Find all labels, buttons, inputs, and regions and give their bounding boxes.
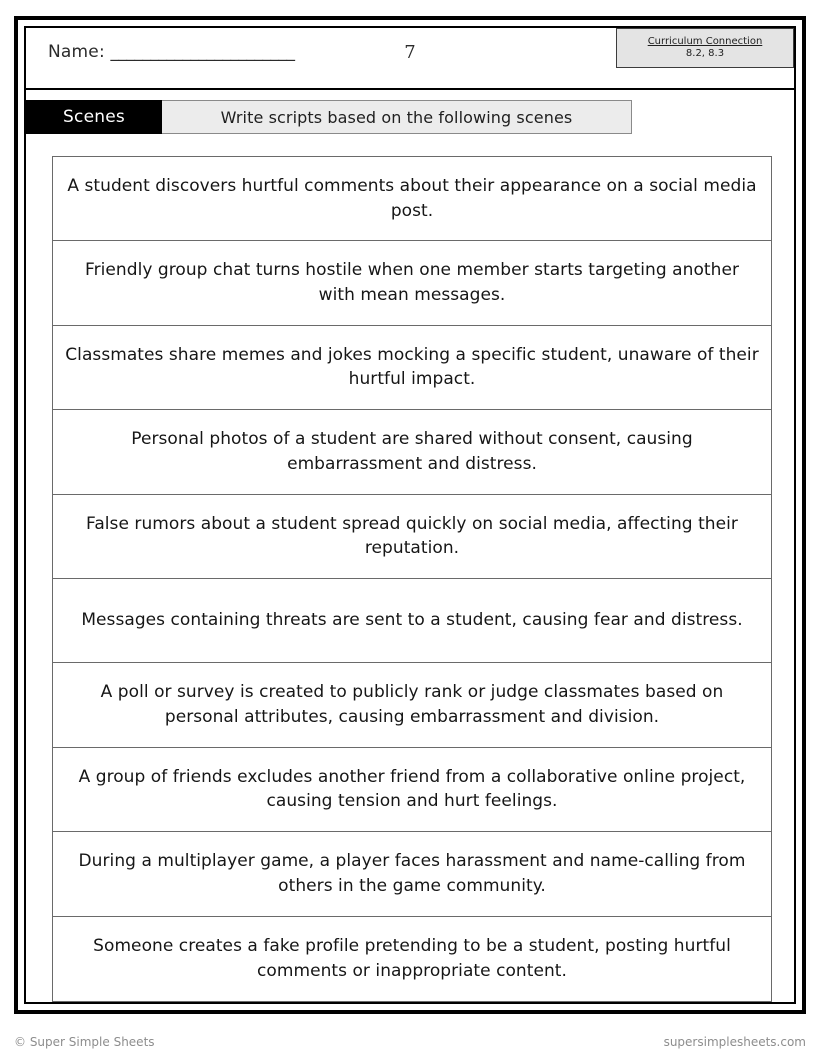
name-blank-underline: _______________________ bbox=[110, 42, 295, 62]
scene-row[interactable] bbox=[53, 579, 771, 663]
scene-text: Friendly group chat turns hostile when one member starts targeting another with mean messages. bbox=[84, 260, 739, 306]
scene-row[interactable] bbox=[53, 410, 771, 494]
scene-text: False rumors about a student spread quickly on social media, affecting their reputation. bbox=[86, 513, 738, 559]
page-footer bbox=[14, 1032, 806, 1052]
scene-row[interactable] bbox=[53, 241, 771, 325]
scene-text: A group of friends excludes another friend from a collaborative online project, causing tension and hurt feelings. bbox=[78, 766, 746, 812]
section-tab-scenes: Scenes bbox=[26, 100, 162, 134]
scene-text: A poll or survey is created to publicly rank or judge classmates based on personal attributes, causing embarrassment and division. bbox=[100, 682, 724, 728]
scene-row[interactable] bbox=[53, 748, 771, 832]
footer-website: supersimplesheets.com bbox=[663, 1035, 806, 1049]
section-instruction: Write scripts based on the following scenes bbox=[162, 100, 632, 134]
scene-text: Personal photos of a student are shared without consent, causing embarrassment and distress. bbox=[131, 429, 693, 474]
scene-row[interactable] bbox=[53, 326, 771, 410]
scene-text: During a multiplayer game, a player faces harassment and name-calling from others in the game community. bbox=[78, 851, 746, 896]
scene-row[interactable] bbox=[53, 157, 771, 241]
scenes-table bbox=[52, 156, 772, 1002]
scene-row[interactable] bbox=[53, 832, 771, 916]
worksheet-page-inner-border bbox=[24, 26, 796, 1004]
curriculum-connection-box bbox=[616, 28, 794, 68]
footer-copyright: © Super Simple Sheets bbox=[14, 1035, 155, 1049]
worksheet-page bbox=[14, 16, 806, 1014]
scene-text: Messages containing threats are sent to a student, causing fear and distress. bbox=[81, 610, 743, 631]
scene-text: A student discovers hurtful comments about their appearance on a social media post. bbox=[67, 176, 757, 221]
scene-row[interactable] bbox=[53, 663, 771, 747]
section-header-bar bbox=[26, 100, 794, 134]
scene-text: Classmates share memes and jokes mocking a specific student, unaware of their hurtful impact. bbox=[65, 344, 759, 390]
scene-row[interactable] bbox=[53, 917, 771, 1001]
scene-row[interactable] bbox=[53, 495, 771, 579]
scene-text: Someone creates a fake profile pretending to be a student, posting hurtful comments or inappropriate content. bbox=[93, 936, 731, 981]
curriculum-connection-codes: 8.2, 8.3 bbox=[685, 48, 725, 59]
page-number: 7 bbox=[404, 42, 416, 63]
curriculum-connection-title: Curriculum Connection bbox=[647, 35, 763, 47]
name-label: Name: bbox=[48, 42, 105, 62]
name-header bbox=[26, 28, 794, 90]
